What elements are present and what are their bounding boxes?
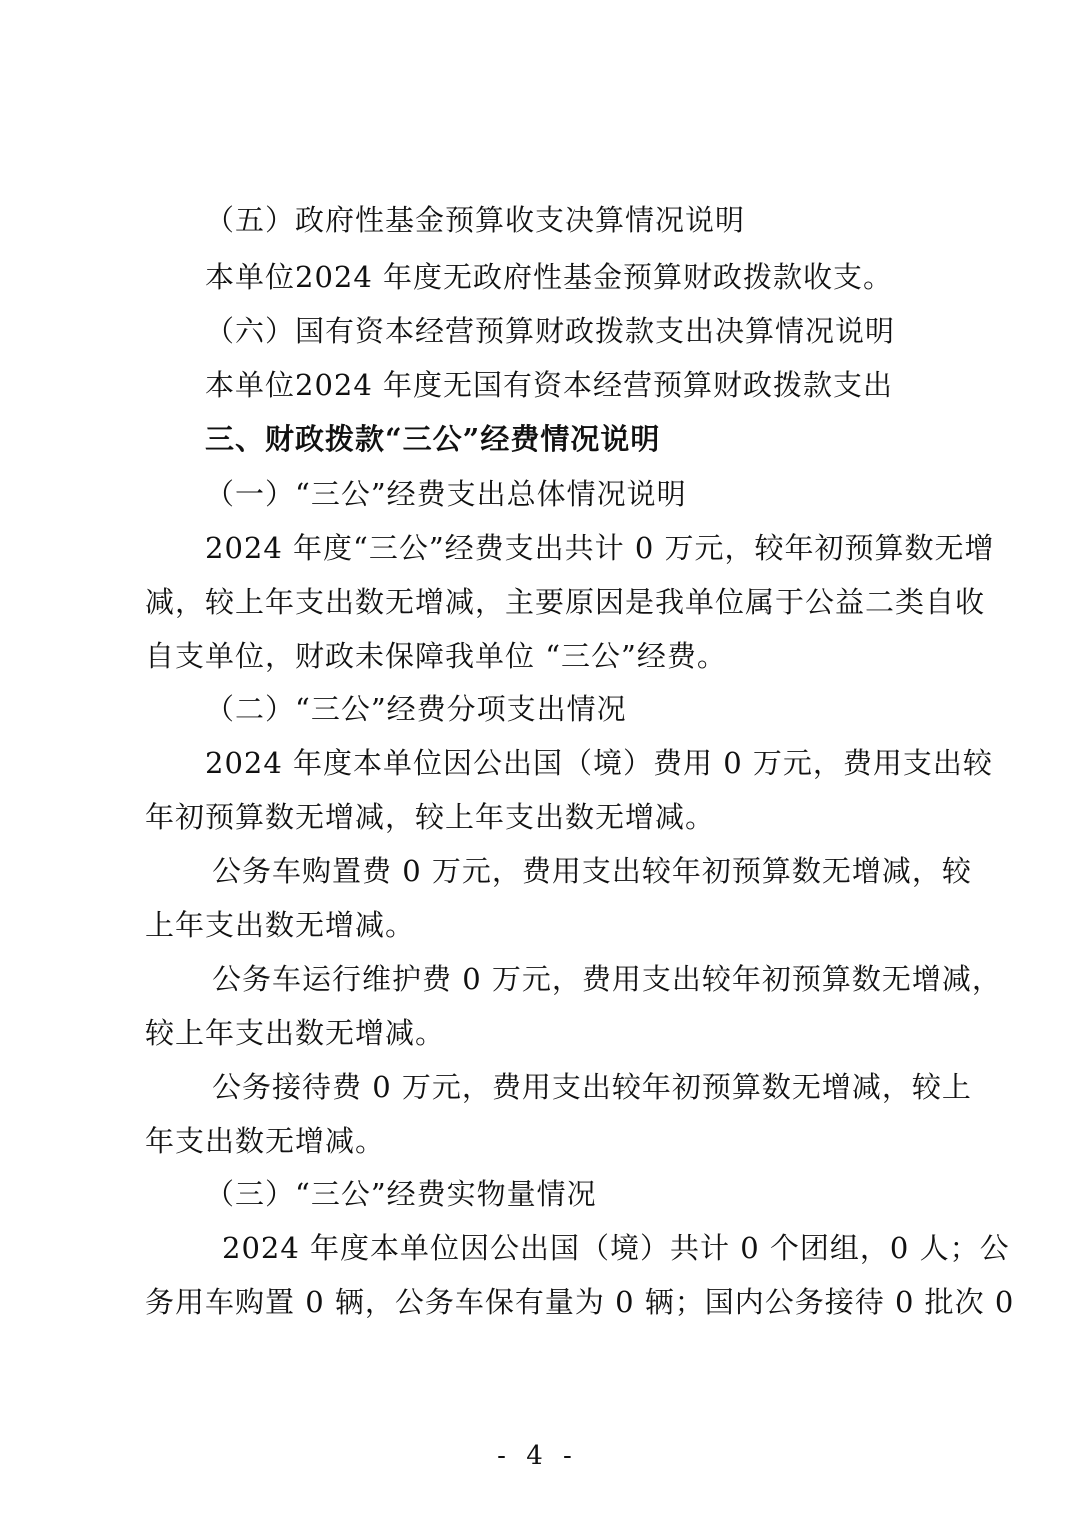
- chapter-heading-3: 三、财政拨款“三公”经费情况说明: [205, 422, 661, 456]
- section-heading-6: （六）国有资本经营预算财政拨款支出决算情况说明: [205, 314, 896, 348]
- paragraph-line: 2024 年度“三公”经费支出共计 0 万元，较年初预算数无增: [205, 531, 995, 565]
- section-heading-5: （五）政府性基金预算收支决算情况说明: [205, 203, 746, 237]
- subsection-heading-2: （二）“三公”经费分项支出情况: [205, 692, 627, 726]
- paragraph-line: 务用车购置 0 辆，公务车保有量为 0 辆；国内公务接待 0 批次 0: [145, 1285, 1015, 1319]
- subsection-heading-1: （一）“三公”经费支出总体情况说明: [205, 477, 687, 511]
- paragraph-line: 公务接待费 0 万元，费用支出较年初预算数无增减，较上: [212, 1070, 972, 1104]
- paragraph-line: 上年支出数无增减。: [145, 908, 416, 942]
- subsection-heading-3: （三）“三公”经费实物量情况: [205, 1177, 597, 1211]
- paragraph-line: 公务车运行维护费 0 万元，费用支出较年初预算数无增减，: [212, 962, 1002, 996]
- paragraph-line: 自支单位，财政未保障我单位 “三公”经费。: [145, 639, 727, 673]
- paragraph-line: 年初预算数无增减，较上年支出数无增减。: [145, 800, 716, 834]
- paragraph-line: 公务车购置费 0 万元，费用支出较年初预算数无增减，较: [212, 854, 972, 888]
- page-number: - 4 -: [497, 1441, 578, 1471]
- paragraph-line: 2024 年度本单位因公出国（境）共计 0 个团组，0 人；公: [222, 1231, 1010, 1265]
- paragraph-line: 较上年支出数无增减。: [145, 1016, 446, 1050]
- paragraph-line: 2024 年度本单位因公出国（境）费用 0 万元，费用支出较: [205, 746, 993, 780]
- paragraph-line: 本单位2024 年度无政府性基金预算财政拨款收支。: [205, 260, 894, 294]
- paragraph-line: 减，较上年支出数无增减，主要原因是我单位属于公益二类自收: [145, 585, 986, 619]
- paragraph-line: 年支出数无增减。: [145, 1124, 386, 1158]
- paragraph-line: 本单位2024 年度无国有资本经营预算财政拨款支出: [205, 368, 894, 402]
